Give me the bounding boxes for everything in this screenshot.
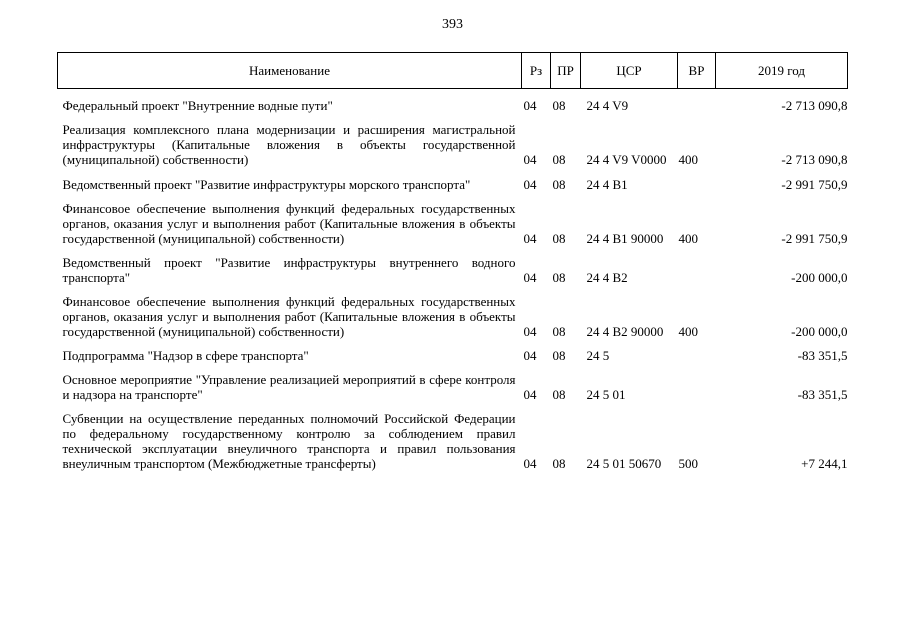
column-header-name: Наименование xyxy=(58,53,522,89)
column-header-year: 2019 год xyxy=(716,53,848,89)
cell-vr xyxy=(678,98,716,113)
cell-name: Ведомственный проект "Развитие инфраструктуры морского транспорта" xyxy=(62,177,471,192)
cell-csr: 24 5 01 xyxy=(586,387,626,402)
cell-name: Финансовое обеспечение выполнения функций федеральных государственных органов, оказания услуг и выполнения работ (Капитальные вложения в объекты государственной (муниципальной) собственности) xyxy=(62,294,516,339)
cell-name: Субвенции на осуществление переданных полномочий Российской Федерации по федеральному государственному контролю за соблюдением правил технической эксплуатации внеуличного транспорта и правил пользования внеуличным транспортом (Межбюджетные трансферты) xyxy=(62,411,516,471)
cell-name: Подпрограмма "Надзор в сфере транспорта" xyxy=(62,348,309,363)
cell-vr: 400 xyxy=(678,152,698,167)
cell-vr: 400 xyxy=(678,324,698,339)
table-row xyxy=(58,177,848,192)
cell-vr xyxy=(678,348,716,363)
cell-amount: -200 000,0 xyxy=(791,270,848,285)
cell-rz: 04 xyxy=(523,324,537,339)
column-header-rz: Рз xyxy=(522,53,551,89)
table-body xyxy=(58,89,848,472)
cell-csr: 24 4 В2 90000 xyxy=(586,324,664,339)
column-header-pr: ПР xyxy=(551,53,581,89)
page-number: 393 xyxy=(442,17,463,32)
row-gap-cell xyxy=(58,285,848,294)
row-gap-cell xyxy=(58,89,848,99)
cell-amount: -83 351,5 xyxy=(797,348,848,363)
budget-table xyxy=(57,52,848,471)
cell-rz: 04 xyxy=(523,456,537,471)
table-header xyxy=(58,53,848,89)
cell-pr: 08 xyxy=(552,231,566,246)
cell-csr: 24 4 В2 xyxy=(586,270,628,285)
cell-amount: +7 244,1 xyxy=(801,456,848,471)
cell-vr xyxy=(678,372,716,402)
cell-pr: 08 xyxy=(552,177,566,192)
cell-vr xyxy=(678,177,716,192)
cell-rz: 04 xyxy=(523,348,537,363)
table-row xyxy=(58,122,848,167)
cell-csr: 24 5 xyxy=(586,348,610,363)
cell-vr: 400 xyxy=(678,231,698,246)
cell-vr: 500 xyxy=(678,456,698,471)
table-row xyxy=(58,294,848,339)
row-gap xyxy=(58,363,848,372)
row-gap-cell xyxy=(58,402,848,411)
row-gap xyxy=(58,402,848,411)
cell-rz: 04 xyxy=(523,152,537,167)
cell-name: Финансовое обеспечение выполнения функций федеральных государственных органов, оказания услуг и выполнения работ (Капитальные вложения в объекты государственной (муниципальной) собственности) xyxy=(62,201,516,246)
cell-name: Реализация комплексного плана модернизации и расширения магистральной инфраструктуры (Капитальные вложения в объекты государственной (муниципальной) собственности) xyxy=(62,122,516,167)
cell-rz: 04 xyxy=(523,177,537,192)
row-gap xyxy=(58,167,848,177)
cell-amount: -2 991 750,9 xyxy=(781,231,848,246)
table-row xyxy=(58,348,848,363)
row-gap xyxy=(58,285,848,294)
table-row xyxy=(58,201,848,246)
table-row xyxy=(58,372,848,402)
row-gap-cell xyxy=(58,192,848,201)
row-gap xyxy=(58,89,848,99)
column-header-vr: ВР xyxy=(678,53,716,89)
row-gap xyxy=(58,113,848,122)
cell-csr: 24 4 В1 90000 xyxy=(586,231,664,246)
cell-rz: 04 xyxy=(523,231,537,246)
table-row xyxy=(58,98,848,113)
row-gap xyxy=(58,192,848,201)
cell-pr: 08 xyxy=(552,387,566,402)
cell-amount: -200 000,0 xyxy=(791,324,848,339)
cell-pr: 08 xyxy=(552,348,566,363)
cell-pr: 08 xyxy=(552,324,566,339)
cell-rz: 04 xyxy=(523,387,537,402)
cell-name: Федеральный проект "Внутренние водные пути" xyxy=(62,98,333,113)
cell-pr: 08 xyxy=(552,98,566,113)
cell-pr: 08 xyxy=(552,456,566,471)
row-gap-cell xyxy=(58,246,848,255)
cell-csr: 24 4 V9 V0000 xyxy=(586,152,667,167)
cell-pr: 08 xyxy=(552,270,566,285)
cell-amount: -2 991 750,9 xyxy=(781,177,848,192)
cell-amount: -83 351,5 xyxy=(797,387,848,402)
cell-amount: -2 713 090,8 xyxy=(781,152,848,167)
cell-csr: 24 4 В1 xyxy=(586,177,628,192)
table-row xyxy=(58,255,848,285)
cell-csr: 24 5 01 50670 xyxy=(586,456,662,471)
row-gap-cell xyxy=(58,167,848,177)
row-gap-cell xyxy=(58,113,848,122)
cell-pr: 08 xyxy=(552,152,566,167)
row-gap xyxy=(58,246,848,255)
cell-rz: 04 xyxy=(523,98,537,113)
cell-rz: 04 xyxy=(523,270,537,285)
cell-vr xyxy=(678,255,716,285)
cell-name: Основное мероприятие "Управление реализацией мероприятий в сфере контроля и надзора на транспорте" xyxy=(62,372,516,402)
column-header-csr: ЦСР xyxy=(581,53,678,89)
cell-amount: -2 713 090,8 xyxy=(781,98,848,113)
cell-csr: 24 4 V9 xyxy=(586,98,629,113)
row-gap-cell xyxy=(58,339,848,348)
cell-name: Ведомственный проект "Развитие инфраструктуры внутреннего водного транспорта" xyxy=(62,255,516,285)
row-gap xyxy=(58,339,848,348)
row-gap-cell xyxy=(58,363,848,372)
table-row xyxy=(58,411,848,471)
